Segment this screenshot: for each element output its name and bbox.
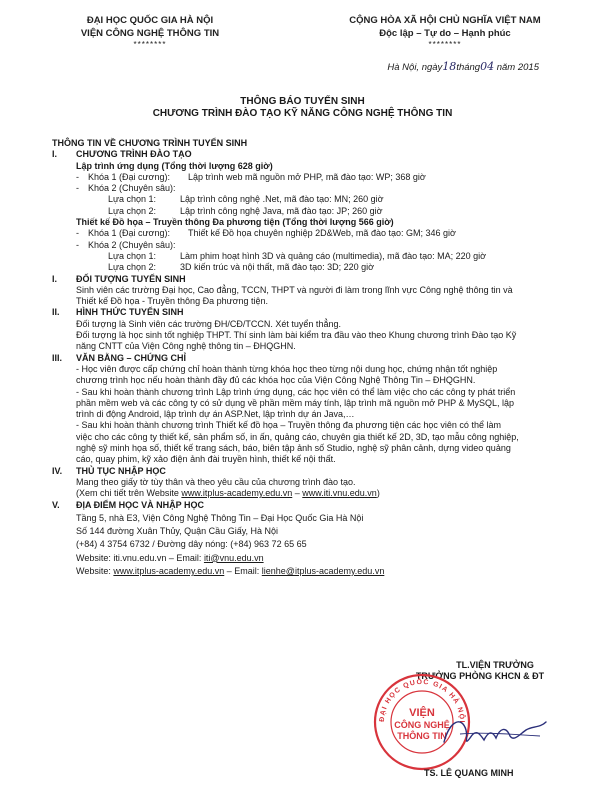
date-month: 04 — [480, 60, 495, 73]
section-title: THỦ TỤC NHẬP HỌC — [76, 465, 166, 476]
section-title: CHƯƠNG TRÌNH ĐÀO TẠO — [76, 149, 192, 160]
location-phone: (+84) 4 3754 6732 / Đường dây nóng: (+84) 963 72 65 65 — [76, 539, 307, 550]
location-address-1: Tầng 5, nhà E3, Viện Công Nghệ Thông Tin – Đại Học Quốc Gia Hà Nội — [76, 512, 364, 523]
enrollment-suffix: ) — [376, 488, 380, 499]
date-mid: tháng — [456, 62, 481, 73]
option-value: Lập trình công nghệ .Net, mã đào tạo: MN; 260 giờ — [180, 194, 384, 205]
section-location-heading — [52, 500, 572, 511]
location-address-2: Số 144 đường Xuân Thủy, Quận Cầu Giấy, Hà Nội — [76, 526, 279, 537]
option-value: Làm phim hoạt hình 3D và quảng cáo (multimedia), mã đào tạo: MA; 220 giờ — [180, 250, 487, 261]
email-label: – Email: — [224, 565, 262, 576]
itplus-website-link[interactable]: www.itplus-academy.edu.vn — [181, 488, 293, 499]
date-day: 18 — [442, 60, 457, 73]
signer-title-2: TRƯỞNG PHÒNG KHCN & ĐT — [415, 671, 545, 681]
section-title: ĐỊA ĐIỂM HỌC VÀ NHẬP HỌC — [76, 499, 205, 510]
website-value[interactable]: iti.vnu.edu.vn — [113, 552, 167, 563]
course-label: Khóa 1 (Đại cương): — [88, 171, 170, 182]
enrollment-prefix: (Xem chi tiết trên Website — [76, 488, 182, 499]
admission-line-3: năng CNTT của Viện Công nghệ thông tin – ĐHQGHN. — [76, 341, 296, 352]
handwritten-signature — [440, 712, 550, 752]
section-number: V. — [52, 499, 60, 510]
website-link[interactable]: www.itplus-academy.edu.vn — [113, 565, 225, 576]
certificate-line: - Học viên được cấp chứng chỉ hoàn thành từng khóa học theo từng nội dung học, chứng nhận tốt nghiệp — [76, 363, 498, 374]
program-1-course-1: - Khóa 1 (Đại cương): Lập trình web mã nguồn mở PHP, mã đào tạo: WP; 368 giờ — [76, 171, 426, 182]
audience-line-2: Thiết kế Đồ họa - Truyền thông Đa phương tiện. — [76, 296, 269, 307]
issue-date — [387, 60, 539, 73]
certificate-line: chương trình học nếu hoàn thành đầy đủ các khóa học của Viện Công Nghệ Thông Tin – ĐHQGHN. — [76, 375, 476, 386]
option-value: Lập trình công nghệ Java, mã đào tạo: JP; 260 giờ — [180, 205, 383, 216]
certificate-line: - Sau khi hoàn thành chương trình Lập trình ứng dụng, các học viên có thể làm việc cho các công ty phát triển — [76, 386, 516, 397]
document-body — [52, 138, 572, 577]
section-certificate-heading — [52, 353, 572, 364]
certificate-line: trình di động Android, lập trình dự án ASP.Net, lập trình dự án Java,… — [76, 409, 355, 420]
certificate-line: việc cho các công ty thiết kế, sản phẩm số, in ấn, quảng cáo, chuyên gia thiết kế 2D, 3D, tạo mẫu công nghiệp, — [76, 431, 519, 442]
email-link[interactable]: iti@vnu.edu.vn — [203, 552, 264, 563]
option-label: Lựa chọn 1: — [108, 250, 157, 261]
email-link[interactable]: lienhe@itplus-academy.edu.vn — [261, 565, 385, 576]
section-title: HÌNH THỨC TUYỂN SINH — [76, 307, 184, 318]
nation-motto: Độc lập – Tự do – Hạnh phúc — [379, 28, 511, 39]
program-1-course-2: - Khóa 2 (Chuyên sâu): — [76, 183, 176, 194]
website-label: Website: — [76, 565, 111, 576]
date-prefix: Hà Nội, ngày — [387, 62, 443, 73]
admission-line-2: Đối tượng là học sinh tốt nghiệp THPT. Thí sinh làm bài kiểm tra đầu vào theo Khung chương trình Đào tạo Kỹ — [76, 330, 517, 341]
course-label: Khóa 2 (Chuyên sâu): — [88, 239, 176, 250]
certificate-line: phần mềm web và các công ty có sử dụng về phần mềm máy tính, lập trình mã nguồn mở PHP & MySQL, lập — [76, 397, 514, 408]
section-audience-heading — [52, 274, 572, 285]
date-suffix: năm 2015 — [496, 62, 539, 73]
certificate-line: cáo, quay phim, kỹ xảo điện ảnh đài truyền hình, thiết kế nội thất. — [76, 454, 336, 465]
stamp-text-2: CÔNG NGHỆ — [394, 720, 450, 730]
section-number: I. — [52, 149, 58, 160]
section-programs-heading — [52, 149, 572, 160]
info-heading: THÔNG TIN VỀ CHƯƠNG TRÌNH TUYỂN SINH — [52, 138, 248, 148]
nation-stars: ******** — [428, 40, 462, 49]
certificate-line: nghệ sỹ minh họa số, thiết kế trang sách, báo, biên tập ảnh số Studio, nghệ sỹ phân cảnh, dựng video quảng — [76, 443, 511, 454]
course-value: Lập trình web mã nguồn mở PHP, mã đào tạo: WP; 368 giờ — [188, 171, 426, 182]
certificate-line: - Sau khi hoàn thành chương trình Thiết kế đồ họa – Truyền thông đa phương tiện các học viên có thể làm — [76, 420, 501, 431]
enrollment-line-2 — [52, 488, 572, 499]
program-1-option-1 — [52, 194, 572, 205]
website-label: Website: — [76, 552, 111, 563]
stamp-ring-text: ĐẠI HỌC QUỐC GIA HÀ NỘI — [378, 678, 466, 724]
location-contact-2 — [52, 566, 572, 577]
section-title: ĐỐI TƯỢNG TUYỂN SINH — [76, 273, 186, 284]
doc-title: THÔNG BÁO TUYỂN SINH — [240, 96, 365, 107]
course-label: Khóa 1 (Đại cương): — [88, 228, 170, 239]
nation-header — [330, 14, 560, 50]
section-number: IV. — [52, 465, 63, 476]
program-2-title: Thiết kế Đồ họa – Truyền thông Đa phương tiện (Tổng thời lượng 566 giờ) — [76, 217, 394, 228]
stamp-text-3: THÔNG TIN — [397, 731, 447, 741]
program-1-option-2 — [52, 206, 572, 217]
option-label: Lựa chọn 2: — [108, 205, 157, 216]
program-2-option-2 — [52, 262, 572, 273]
issuer-org-line2: VIỆN CÔNG NGHỆ THÔNG TIN — [80, 28, 220, 39]
section-number: II. — [52, 307, 60, 318]
location-contact-1 — [52, 553, 572, 564]
option-label: Lựa chọn 1: — [108, 194, 157, 205]
link-separator: – — [292, 488, 303, 499]
issuer-org-line1: ĐẠI HỌC QUỐC GIA HÀ NỘI — [86, 15, 214, 26]
signer-name: TS. LÊ QUANG MINH — [424, 768, 514, 778]
program-2-course-1: - Khóa 1 (Đại cương): Thiết kế Đồ họa chuyên nghiệp 2D&Web, mã đào tạo: GM; 346 giờ — [76, 228, 456, 239]
option-label: Lựa chọn 2: — [108, 262, 157, 273]
section-enrollment-heading — [52, 466, 572, 477]
course-label: Khóa 2 (Chuyên sâu): — [88, 183, 176, 194]
nation-line1: CỘNG HÒA XÃ HỘI CHỦ NGHĨA VIỆT NAM — [349, 15, 541, 26]
signer-title-1: TL.VIỆN TRƯỞNG — [456, 660, 534, 670]
section-admission-heading — [52, 307, 572, 318]
email-label: – Email: — [166, 552, 204, 563]
program-2-option-1 — [52, 251, 572, 262]
program-1-title: Lập trình ứng dụng (Tổng thời lượng 628 giờ) — [76, 160, 273, 171]
doc-subtitle: CHƯƠNG TRÌNH ĐÀO TẠO KỸ NĂNG CÔNG NGHỆ THÔNG TIN — [152, 108, 453, 119]
admission-line-1: Đối tượng là Sinh viên các trường ĐH/CĐ/TCCN. Xét tuyển thẳng. — [76, 318, 341, 329]
stamp-text-1: VIỆN — [409, 707, 435, 719]
program-2-course-2: - Khóa 2 (Chuyên sâu): — [76, 239, 176, 250]
course-value: Thiết kế Đồ họa chuyên nghiệp 2D&Web, mã đào tạo: GM; 346 giờ — [188, 228, 456, 239]
section-number: I. — [52, 273, 58, 284]
issuer-header — [40, 14, 260, 50]
audience-line-1: Sinh viên các trường Đại học, Cao đẳng, TCCN, THPT và người đi làm trong lĩnh vực Công nghệ thông tin và — [76, 284, 513, 295]
issuer-stars: ******** — [133, 40, 167, 49]
enrollment-line-1: Mang theo giấy tờ tùy thân và theo yêu cầu của chương trình đào tạo. — [76, 476, 356, 487]
option-value: 3D kiến trúc và nội thất, mã đào tạo: 3D; 220 giờ — [180, 262, 375, 273]
section-number: III. — [52, 352, 63, 363]
iti-website-link[interactable]: www.iti.vnu.edu.vn — [302, 488, 377, 499]
section-title: VĂN BẰNG – CHỨNG CHỈ — [76, 352, 186, 363]
